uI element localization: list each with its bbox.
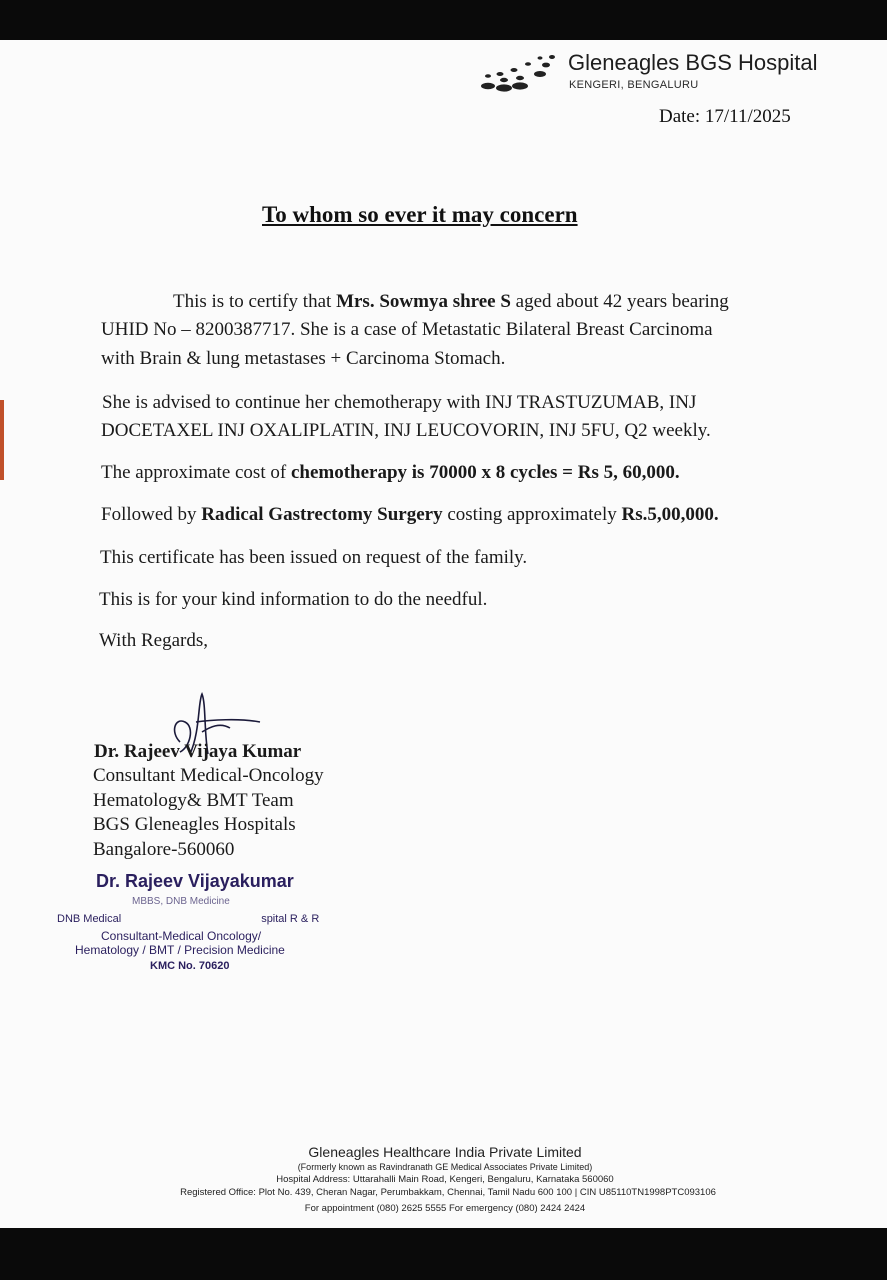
certificate-page <box>0 40 887 1228</box>
text-segment: costing approximately <box>442 504 622 525</box>
footer-address: Hospital Address: Uttarahalli Main Road, Kengeri, Bengaluru, Karnataka 560060 <box>276 1174 614 1185</box>
text-segment: The approximate cost of <box>101 462 291 483</box>
paragraph-1-line-1 <box>173 291 729 313</box>
document-title: To whom so ever it may concern <box>262 202 578 227</box>
certificate-date: Date: 17/11/2025 <box>659 106 791 127</box>
stamp-line-3 <box>57 913 319 925</box>
hospital-name: Gleneagles BGS Hospital <box>568 50 818 75</box>
text-segment: This is to certify that <box>173 291 337 312</box>
top-black-bar <box>0 0 887 40</box>
logo-mark-icon <box>480 52 560 96</box>
stamp-name: Dr. Rajeev Vijayakumar <box>96 871 294 891</box>
paragraph-1-line-3: with Brain & lung metastases + Carcinoma Stomach. <box>101 348 506 369</box>
hospital-logo <box>480 48 880 108</box>
footer-registered-office: Registered Office: Plot No. 439, Cheran Nagar, Perumbakkam, Chennai, Tamil Nadu 600 100 | CIN U85110TN1998PTC093106 <box>180 1187 716 1198</box>
signatory-name: Dr. Rajeev Vijaya Kumar <box>94 741 302 762</box>
stamp-line-4: Consultant-Medical Oncology/ <box>101 929 262 943</box>
bottom-black-bar <box>0 1228 887 1280</box>
stamp-degree: MBBS, DNB Medicine <box>132 896 230 907</box>
paragraph-1-line-2: UHID No – 8200387717. She is a case of Metastatic Bilateral Breast Carcinoma <box>101 319 713 340</box>
signatory-hospital: BGS Gleneagles Hospitals <box>93 814 296 835</box>
stamp-line-5: Hematology / BMT / Precision Medicine <box>75 943 285 957</box>
text-segment: Followed by <box>101 504 202 525</box>
paragraph-3 <box>101 462 680 484</box>
stamp-text: spital R & R <box>261 913 320 925</box>
stamp-text: DNB Medical <box>57 913 122 925</box>
signatory-team: Hematology& BMT Team <box>93 790 294 811</box>
footer-company: Gleneagles Healthcare India Private Limited <box>308 1144 582 1160</box>
hospital-location: KENGERI, BENGALURU <box>569 79 699 91</box>
closing-regards: With Regards, <box>99 630 208 651</box>
surgery-name: Radical Gastrectomy Surgery <box>201 504 443 525</box>
text-segment: aged about 42 years bearing <box>510 291 729 312</box>
paragraph-6: This is for your kind information to do the needful. <box>99 589 488 610</box>
paragraph-2-line-2: DOCETAXEL INJ OXALIPLATIN, INJ LEUCOVORIN, INJ 5FU, Q2 weekly. <box>101 420 711 441</box>
surgery-cost: Rs.5,00,000. <box>621 504 719 525</box>
signatory-city: Bangalore-560060 <box>93 839 235 860</box>
stamp-kmc: KMC No. 70620 <box>150 960 230 972</box>
edge-mark <box>0 400 4 480</box>
chemo-cost: chemotherapy is 70000 x 8 cycles = Rs 5, 60,000. <box>290 462 680 483</box>
footer-formerly: (Formerly known as Ravindranath GE Medical Associates Private Limited) <box>297 1162 593 1172</box>
paragraph-5: This certificate has been issued on request of the family. <box>100 547 528 568</box>
signatory-designation: Consultant Medical-Oncology <box>93 765 324 786</box>
paragraph-4 <box>101 504 719 526</box>
paragraph-2-line-1: She is advised to continue her chemotherapy with INJ TRASTUZUMAB, INJ <box>102 392 697 413</box>
footer-contact: For appointment (080) 2625 5555 For emergency (080) 2424 2424 <box>304 1203 586 1214</box>
patient-name: Mrs. Sowmya shree S <box>336 291 511 312</box>
